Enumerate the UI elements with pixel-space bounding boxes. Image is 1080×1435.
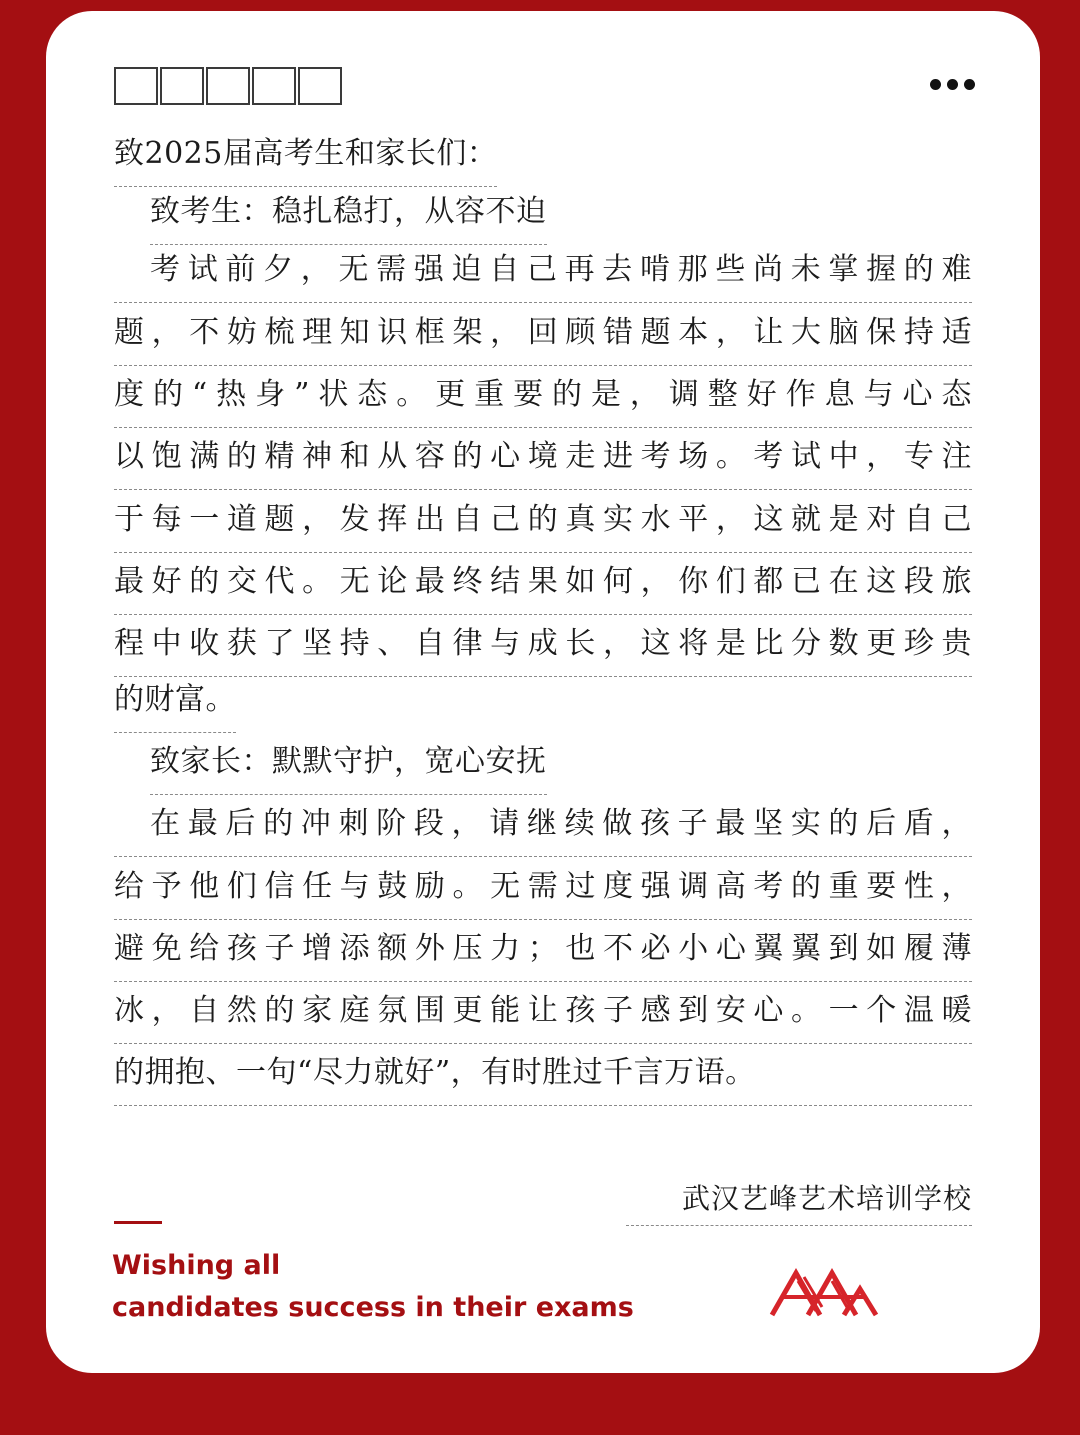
students-heading: 致考生：稳扎稳打，从容不迫 [150, 187, 547, 245]
parents-line: 的拥抱、一句“尽力就好”，有时胜过千言万语。 [114, 1048, 972, 1106]
students-line: 以饱满的精神和从容的心境走进考场。考试中，专注 [114, 432, 972, 490]
letter-greeting: 致2025届高考生和家长们： [114, 129, 497, 187]
accent-rule [114, 1221, 162, 1224]
wish-line: candidates success in their exams [112, 1292, 634, 1323]
parents-line: 在最后的冲刺阶段，请继续做孩子最坚实的后盾， [114, 799, 972, 857]
title-box [160, 67, 204, 105]
letter-card [46, 11, 1040, 1373]
students-line: 于每一道题，发挥出自己的真实水平，这就是对自己 [114, 495, 972, 553]
students-line: 程中收获了坚持、自律与成长，这将是比分数更珍贵 [114, 619, 972, 677]
title-box [114, 67, 158, 105]
students-line: 度的“热身”状态。更重要的是，调整好作息与心态 [114, 370, 972, 428]
menu-dot [930, 79, 941, 90]
wish-message [112, 1245, 634, 1329]
title-box [252, 67, 296, 105]
students-line: 最好的交代。无论最终结果如何，你们都已在这段旅 [114, 557, 972, 615]
wish-line: Wishing all [112, 1250, 281, 1281]
title-box [298, 67, 342, 105]
parents-line: 避免给孩子增添额外压力；也不必小心翼翼到如履薄 [114, 924, 972, 982]
menu-dot [964, 79, 975, 90]
students-line: 的财富。 [114, 675, 236, 733]
parents-heading: 致家长：默默守护，宽心安抚 [150, 737, 547, 795]
school-signature: 武汉艺峰艺术培训学校 [626, 1179, 972, 1226]
more-horizontal-icon[interactable] [930, 79, 975, 90]
title-box [206, 67, 250, 105]
menu-dot [947, 79, 958, 90]
parents-line: 给予他们信任与鼓励。无需过度强调高考的重要性， [114, 862, 972, 920]
parents-line: 冰，自然的家庭氛围更能让孩子感到安心。一个温暖 [114, 986, 972, 1044]
title-boxes [114, 67, 342, 105]
students-line: 题，不妨梳理知识框架，回顾错题本，让大脑保持适 [114, 308, 972, 366]
school-logo-icon [768, 1259, 880, 1319]
students-line: 考试前夕，无需强迫自己再去啃那些尚未掌握的难 [114, 245, 972, 303]
